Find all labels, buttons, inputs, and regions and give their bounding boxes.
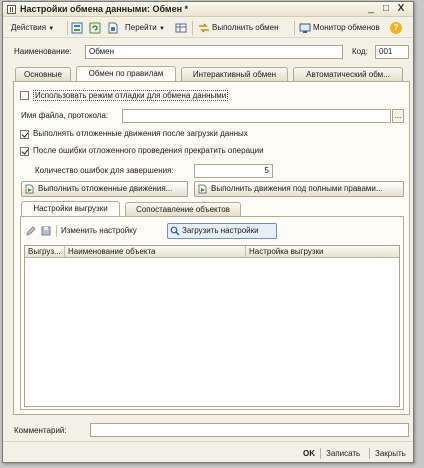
magnifier-icon <box>170 226 180 236</box>
load-settings-button[interactable] <box>167 223 277 239</box>
run-exchange-label: Выполнить обмен <box>212 23 279 32</box>
tab-automatic-exchange[interactable]: Автоматический обм... <box>293 67 403 81</box>
comment-label: Комментарий: <box>14 426 67 435</box>
toolbar-separator <box>294 21 295 35</box>
refresh-icon[interactable] <box>89 22 101 34</box>
tab-rules-exchange[interactable]: Обмен по правилам <box>76 66 176 81</box>
export-settings-panel <box>20 216 404 410</box>
footer-separator <box>320 448 321 459</box>
window-title: Настройки обмена данными: Обмен * <box>20 4 189 14</box>
protocol-file-label: Имя файла, протокола: <box>21 111 109 120</box>
monitor-icon <box>299 22 311 34</box>
column-export[interactable]: Выгруз... <box>25 246 65 258</box>
name-input[interactable]: Обмен <box>85 45 343 59</box>
deferred-after-load-checkbox[interactable] <box>20 130 29 139</box>
protocol-file-input[interactable] <box>122 109 391 123</box>
stop-on-error-label: После ошибки отложенного проведения прекратить операции <box>33 146 264 155</box>
dropdown-arrow-icon: ▼ <box>48 26 55 32</box>
export-settings-table[interactable] <box>24 245 400 407</box>
toolbar-separator <box>56 225 57 237</box>
tab-main[interactable]: Основные <box>15 67 71 81</box>
stop-on-error-checkbox[interactable] <box>20 147 29 156</box>
rules-tab-panel <box>13 81 410 415</box>
run-deferred-label: Выполнить отложенные движения... <box>38 184 173 193</box>
pencil-icon[interactable] <box>26 226 36 236</box>
comment-input[interactable] <box>90 423 409 437</box>
form-icon <box>7 5 16 14</box>
ok-button[interactable]: OK <box>303 449 315 458</box>
browse-button[interactable]: ... <box>392 109 404 123</box>
run-document-icon <box>198 184 208 194</box>
toolbar-separator <box>192 21 193 35</box>
title-bar <box>3 2 413 17</box>
subtab-object-mapping[interactable]: Сопоставление объектов <box>125 202 241 216</box>
toolbar-separator <box>67 21 68 35</box>
close-window-button[interactable]: X <box>397 3 405 14</box>
toolbar <box>3 18 413 38</box>
navigate-menu[interactable] <box>125 21 165 35</box>
table-icon[interactable] <box>175 22 187 34</box>
error-count-input[interactable]: 5 <box>194 164 273 178</box>
monitor-label: Монитор обменов <box>313 23 380 32</box>
navigate-menu-label: Перейти <box>125 23 157 32</box>
tab-interactive-exchange[interactable]: Интерактивный обмен <box>181 67 288 81</box>
deferred-after-load-label: Выполнять отложенные движения после загрузки данных <box>33 129 248 138</box>
name-label: Наименование: <box>14 47 72 56</box>
actions-menu-label: Действия <box>11 23 47 32</box>
actions-menu[interactable] <box>11 21 54 35</box>
table-header <box>25 246 399 258</box>
error-count-label: Количество ошибок для завершения: <box>35 166 174 175</box>
footer-separator <box>369 448 370 459</box>
exchange-icon <box>198 22 210 34</box>
help-icon[interactable]: ? <box>390 22 402 34</box>
column-object-name[interactable]: Наименование объекта <box>65 246 246 258</box>
document-icon[interactable] <box>107 22 119 34</box>
footer-divider <box>3 441 413 442</box>
run-full-rights-label: Выполнить движения под полными правами... <box>211 184 383 193</box>
code-input[interactable]: 001 <box>375 45 409 59</box>
hierarchy-icon[interactable] <box>71 22 83 34</box>
save-button[interactable]: Записать <box>326 449 361 458</box>
run-document-icon <box>25 184 35 194</box>
run-exchange-button[interactable] <box>198 21 279 35</box>
settings-window <box>2 1 414 463</box>
close-button[interactable]: Закрыть <box>375 449 406 458</box>
dropdown-arrow-icon: ▼ <box>158 26 165 32</box>
run-full-rights-button[interactable] <box>194 181 404 197</box>
debug-mode-checkbox[interactable] <box>20 91 29 100</box>
minimize-button[interactable]: _ <box>368 3 374 14</box>
run-deferred-button[interactable] <box>21 181 188 197</box>
save-icon[interactable] <box>41 226 51 236</box>
maximize-button[interactable]: □ <box>382 3 390 14</box>
code-label: Код: <box>352 47 368 56</box>
monitor-button[interactable] <box>299 21 380 35</box>
subtab-export-settings[interactable]: Настройки выгрузки <box>21 201 120 216</box>
load-settings-label: Загрузить настройки <box>182 226 259 235</box>
edit-setting-button[interactable]: Изменить настройку <box>61 226 137 235</box>
column-export-setting[interactable]: Настройка выгрузки <box>249 247 324 256</box>
debug-mode-label: Использовать режим отладки для обмена данными <box>35 91 227 100</box>
